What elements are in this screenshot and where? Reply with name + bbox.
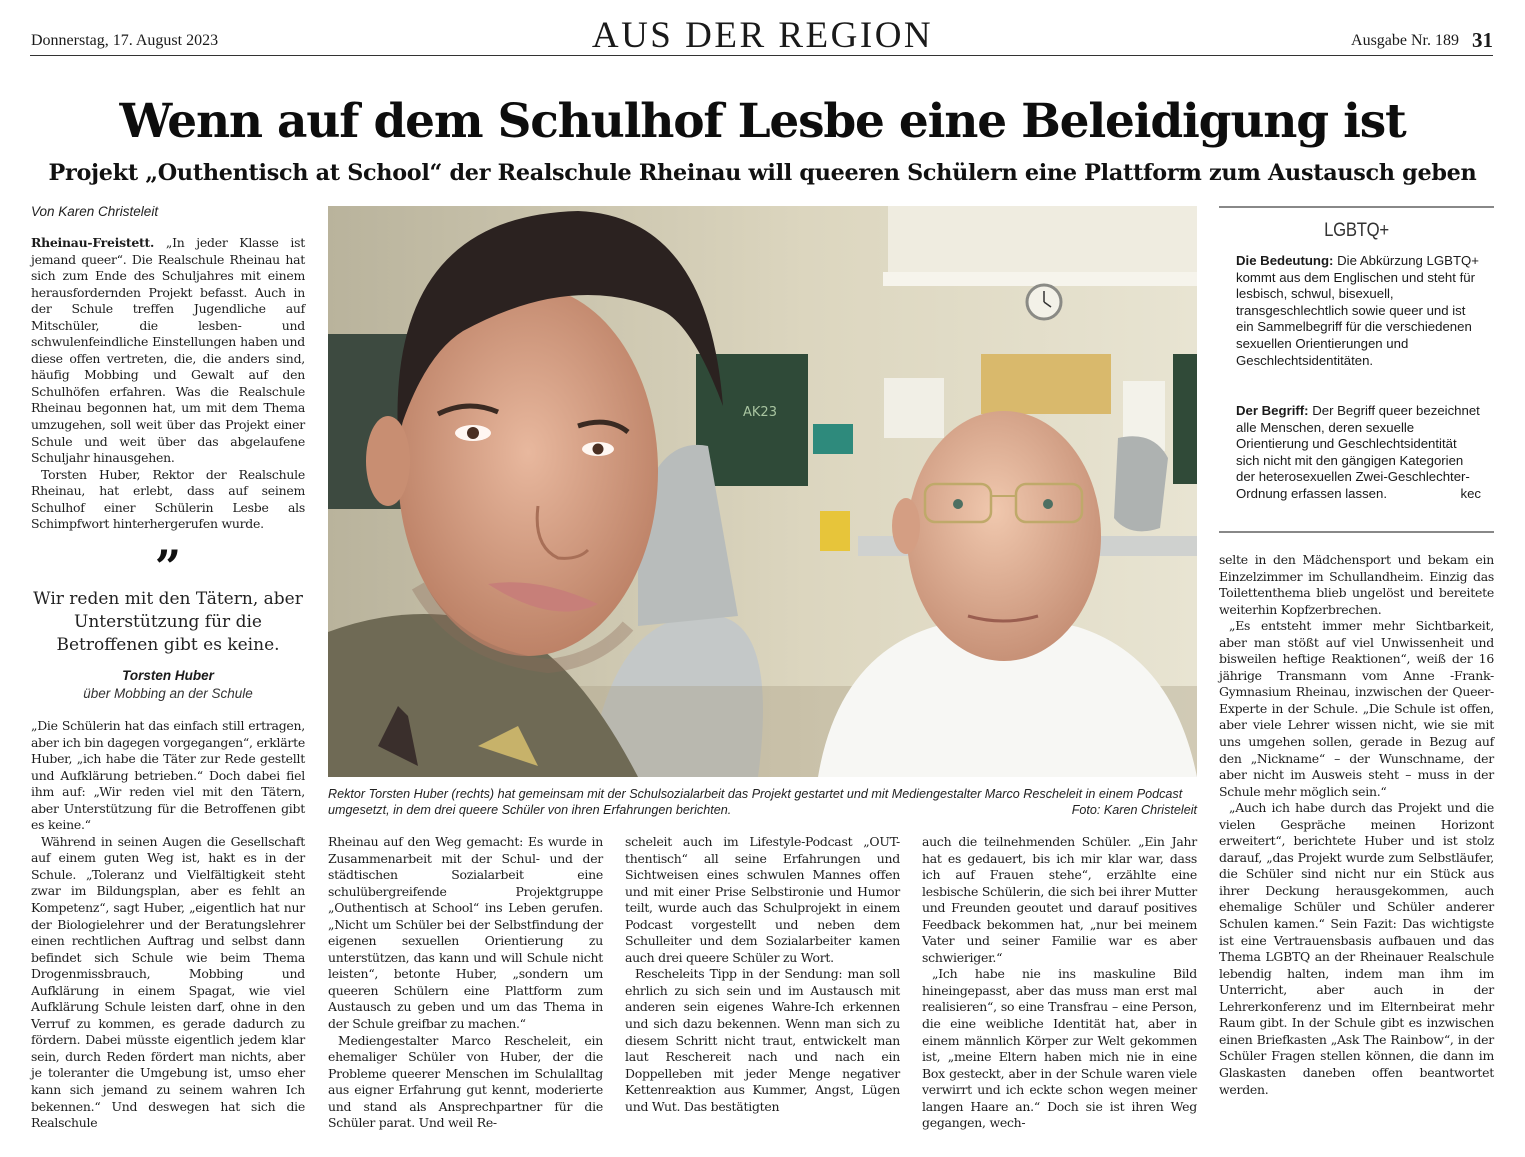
article-column-5 xyxy=(1219,552,1494,1098)
pull-quote-text: Wir reden mit den Tätern, aber Unterstützung für die Betroffenen gibt es keine. xyxy=(33,589,303,655)
bucket xyxy=(813,424,853,454)
article-column-4 xyxy=(922,834,1197,1132)
header-divider xyxy=(30,55,1493,56)
info-box-top-rule xyxy=(1219,206,1494,208)
paragraph: „Die Schülerin hat das einfach still ertragen, aber ich bin dagegen vorgegangen“, erklärte Huber, „ich habe die Täter zur Rede gestellt und Aufklärung betrieben.“ Doch dabei fiel ihm auf: „Wir reden viel mit den Tätern, aber Unterstützung für die Betroffenen gibt es keine.“ xyxy=(31,718,305,833)
pull-quote-author: Torsten Huber xyxy=(122,668,214,683)
article-column-3 xyxy=(625,834,900,1115)
door xyxy=(981,354,1111,414)
caption-text: Rektor Torsten Huber (rechts) hat gemeinsam mit der Schulsozialarbeit das Projekt gestartet und mit Mediengestalter Marco Rescheleit in einem Podcast umgesetzt, in dem drei queere Schüler von ihren Erfahrungen berichten. xyxy=(328,787,1183,817)
article-column-1-bottom xyxy=(31,718,305,1132)
paragraph: selte in den Mädchensport und bekam ein Einzelzimmer im Schullandheim. Einzig das Toilettenthema blieb ungelöst und bereitete weiterhin Kopfzerbrechen. xyxy=(1219,552,1494,617)
ceiling-lamp xyxy=(883,272,1197,286)
pull-quote-context: über Mobbing an der Schule xyxy=(83,686,253,701)
info-box-label: Die Bedeutung: xyxy=(1236,253,1334,268)
info-box-section xyxy=(1236,253,1481,369)
chair xyxy=(1114,436,1168,531)
byline: Von Karen Christeleit xyxy=(31,204,159,219)
info-box-section xyxy=(1236,403,1481,503)
article-headline: Wenn auf dem Schulhof Lesbe eine Beleidigung ist xyxy=(119,94,1406,149)
paragraph-text: „In jeder Klasse ist jemand queer“. Die Realschule Rheinau hat sich zum Ende des Schuljahres mit einem herausfordernden Projekt befasst. Auch in der Schule treffen Jugendliche auf Mitschüler, die lesben- und schwulenfeindliche Einstellungen haben und diese offen vertreten, die, die anders sind, häufig Mobbing und Gewalt auf den Schulhöfen erfahren. Was die Realschule Rheinau begonnen hat, um mit dem Thema umzugehen, soll weit über das Projekt einer Schule und weit über das abgelaufene Schuljahr hinausgehen. xyxy=(31,235,305,466)
quote-mark-icon: ” xyxy=(154,540,182,594)
paragraph: scheleit auch im Lifestyle-Podcast „OUT-thentisch“ all seine Erfahrungen und Sichtweisen eines schwulen Mannes offen und mit einer Prise Selbstironie und Humor teilt, wurde auch das Schulprojekt in einem Podcast vorgestellt und neben dem Schulleiter und dem Sozialarbeiter kamen auch drei queere Schüler zu Wort. xyxy=(625,834,900,965)
paragraph xyxy=(31,235,305,467)
issue-number: Ausgabe Nr. 189 xyxy=(1351,32,1459,49)
paragraph: Während in seinen Augen die Gesellschaft auf einem guten Weg ist, hakt es in der Schule. „Toleranz und Vielfältigkeit steht zwar im Bildungsplan, aber es fehlt an Kompetenz“, sagt Huber, „eigentlich hat nur der Biologielehrer und der Beratungslehrer einen rechtlichen Auftrag und selbst dann befindet sich Schule wie beim Thema Drogenmissbrauch, Mobbing und Aufklärung in einem Spagat, wie viel Aufklärung Schule leisten darf, ohne in den Verruf zu kommen, es gerade dadurch zu fördern. Dabei müsste eigentlich jedem klar sein, durch Reden fördert man nichts, aber je toleranter die Umgebung ist, umso eher kann sich jemand zu seinem wahren Ich bekennen.“ Und deswegen hat sich die Realschule xyxy=(31,833,305,1131)
photo-caption xyxy=(328,786,1197,818)
info-box-label: Der Begriff: xyxy=(1236,403,1309,418)
paragraph: „Es entsteht immer mehr Sichtbarkeit, aber man stößt auf viel Unwissenheit und bisweilen heftige Reaktionen“, weiß der 16 jährige Transmann vom Anne -Frank-Gymnasium Rheinau, inzwischen der Queer-Experte in der Schule. „Die Schule ist offen, aber viele Lehrer wissen nicht, wie sie mit uns umgehen sollen, gerade in Bezug auf den „Nickname“ – der Wunschname, der aber nicht im Ausweis steht – muss in der Schule mehr möglich sein.“ xyxy=(1219,618,1494,799)
author-initials: kec xyxy=(1460,485,1481,501)
chalkboard-text: AK23 xyxy=(743,405,777,420)
article-photo xyxy=(328,206,1197,777)
paragraph: „Ich habe nie ins maskuline Bild hineingepasst, aber das muss man erst mal realisieren“, so eine Transfrau – eine Person, die eine weibliche Identität hat, aber in einem männlich Körper zur Welt gekommen ist, „meine Eltern haben mich nie in eine Box gesteckt, aber in der Schule waren viele verwirrt und ich eckte schon wegen meiner langen Haare an.“ Doch sie ist ihren Weg gegangen, wech- xyxy=(922,966,1197,1131)
paragraph: „Auch ich habe durch das Projekt und die vielen Gespräche meinen Horizont erweitert“, berichtete Huber und ist stolz darauf, „das Projekt wurde zum Selbstläufer, die Schüler sind nicht nur ein Stück aus ihrer Deckung herausgekommen, auch ehemalige Schüler und Schüler anderer Schulen kamen.“ Sein Fazit: Das wichtigste ist eine Vertrauensbasis aufbauen und das Thema LGBTQ an der Rheinauer Realschule lebendig halten, indem man ihm im Unterricht, aber auch in der Lehrerkonferenz und im Elternbeirat mehr Raum gibt. In der Schule gibt es inzwischen einen Briefkasten „Ask The Rainbow“, in der Schüler Fragen stellen können, die dann im Glaskasten daneben offen beantwortet werden. xyxy=(1219,800,1494,1097)
info-box-bottom-rule xyxy=(1219,531,1494,533)
article-column-1-top xyxy=(31,235,305,533)
issue-date: Donnerstag, 17. August 2023 xyxy=(31,32,219,49)
dateline: Rheinau-Freistett. xyxy=(31,235,155,250)
paragraph: Torsten Huber, Rektor der Realschule Rheinau, hat erlebt, dass auf seinem Schulhof einer Schülerin Lesbe als Schimpfwort hinterhergerufen wurde. xyxy=(31,466,305,532)
photo-credit: Foto: Karen Christeleit xyxy=(1071,803,1197,817)
paragraph: Rheinau auf den Weg gemacht: Es wurde in Zusammenarbeit mit der Schul- und der städtischen Sozialarbeit eine schulübergreifende Projektgruppe „Outhentisch at School“ ins Leben gerufen. „Nicht um Schüler bei der Selbstfindung der eigenen sexuellen Orientierung zu unterstützen, das kann und will Schule nicht leisten“, betonte Huber, „sondern um queeren Schülern eine Plattform zum Austausch zu geben und um das Thema in der Schule greifbar zu machen.“ xyxy=(328,834,603,1032)
paragraph: Mediengestalter Marco Rescheleit, ein ehemaliger Schüler von Huber, der die Probleme queerer Menschen im Schulalltag aus eigner Erfahrung gut kennt, moderierte und stand als Ansprechpartner für die Schüler parat. Und weil Re- xyxy=(328,1032,603,1131)
photo-illustration xyxy=(328,206,1197,777)
article-column-2 xyxy=(328,834,603,1132)
bald-man-face xyxy=(907,411,1101,661)
page-number: 31 xyxy=(1472,28,1493,52)
info-box-title: LGBTQ+ xyxy=(1324,220,1389,241)
paragraph: auch die teilnehmenden Schüler. „Ein Jahr hat es gedauert, bis ich mir klar war, dass ich auf Frauen stehe“, erzählte eine lesbische Schülerin, die sich bei ihrer Mutter und Freunden geoutet und darauf positives Feedback bekommen hat, „nur bei meinem Vater und seiner Familie war es aber schwieriger.“ xyxy=(922,834,1197,965)
article-subheadline: Projekt „Outhentisch at School“ der Realschule Rheinau will queeren Schülern eine Plattform zum Austausch geben xyxy=(48,160,1477,186)
info-box-text: Der Begriff queer bezeichnet alle Menschen, deren sexuelle Orientierung und Geschlechtsidentität sich nicht mit den gängigen Kategorien der heterosexuellen Zwei-Geschlechter-Ordnung erfassen lassen. xyxy=(1236,403,1480,501)
info-box-text: Die Abkürzung LGBTQ+ kommt aus dem Englischen und steht für lesbisch, schwul, bisexuell, transgeschlechtlich sowie queer und ist ein Sammelbegriff für die verschiedenen sexuellen Orientierungen und Geschlechtsidentitäten. xyxy=(1236,253,1479,368)
paragraph: Rescheleits Tipp in der Sendung: man soll ehrlich zu sich sein und im Austausch mit anderen sein eigenes Wahre-Ich erkennen und sich dazu bekennen. Wenn man sich zu diesem Schritt nicht traut, entwickelt man laut Reschereit nach und nach ein Doppelleben mit jeder Menge negativer Kettenreaktion aus Kummer, Angst, Lügen und Wut. Das bestätigten xyxy=(625,966,900,1114)
section-title: AUS DER REGION xyxy=(591,15,934,56)
